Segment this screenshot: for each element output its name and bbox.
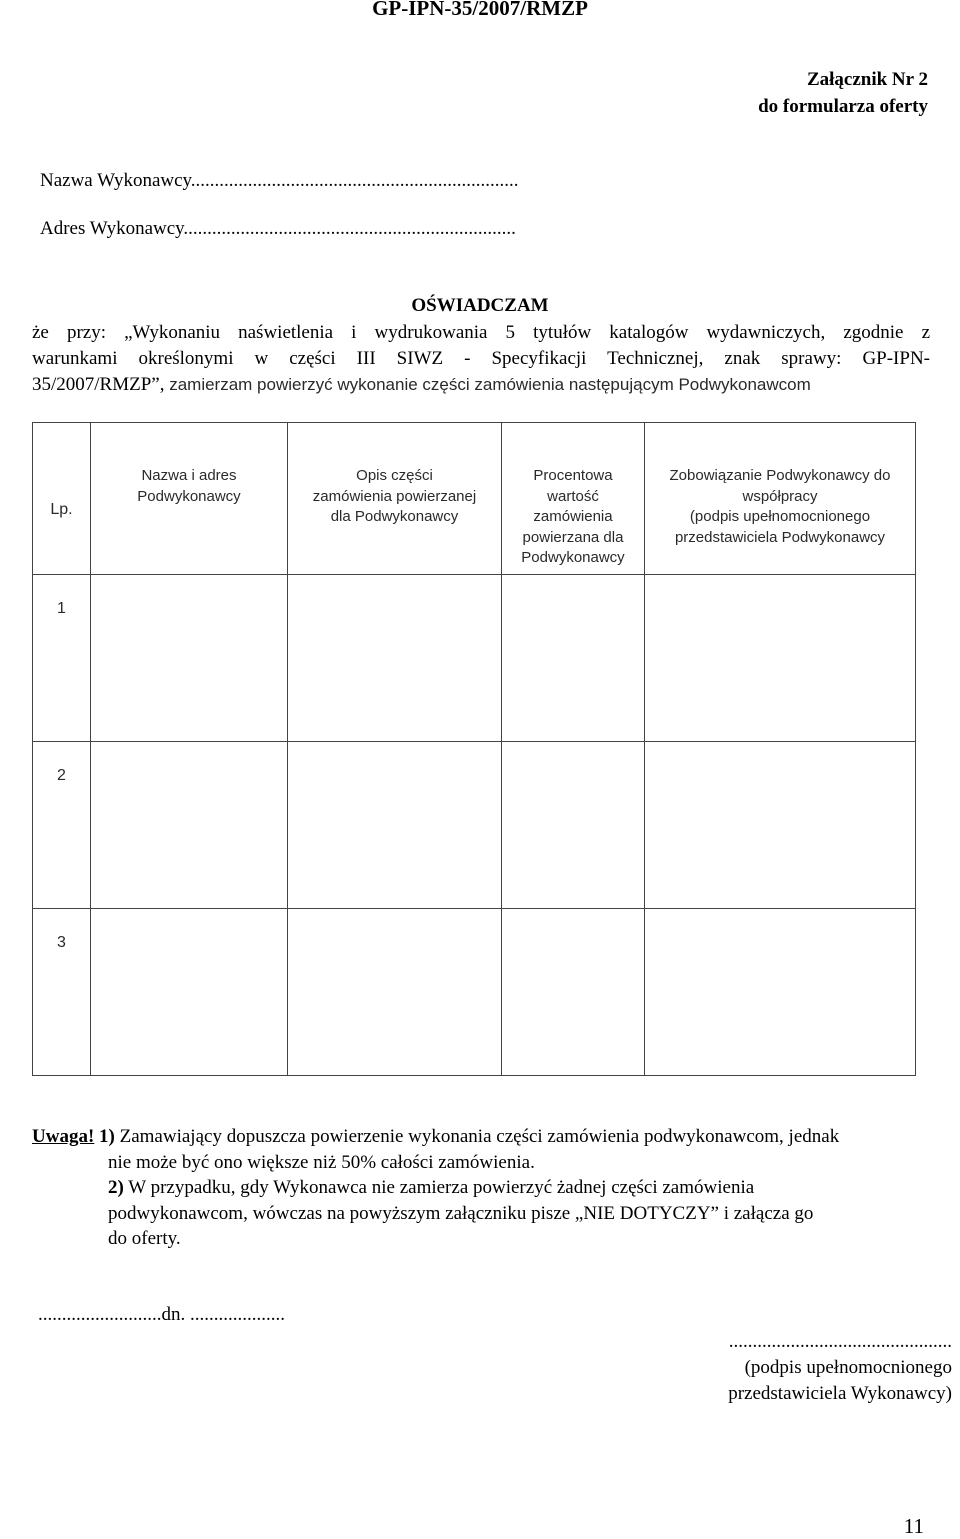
header-desc-l2: zamówienia powierzanej: [312, 487, 477, 505]
declaration-line-3: [32, 372, 930, 398]
signature-caption-2: przedstawiciela Wykonawcy): [728, 1383, 952, 1404]
table-row: [33, 909, 916, 1076]
subcontractor-table: [32, 422, 916, 1076]
header-desc-l1: Opis części: [356, 467, 433, 484]
header-commit-l4: przedstawiciela Podwykonawcy: [674, 528, 886, 546]
case-number: 35/2007/RMZP”,: [32, 374, 165, 395]
annex-label: [758, 66, 928, 120]
header-commit-l3: (podpis upełnomocnionego: [689, 508, 871, 525]
row-number-label: 3: [57, 934, 66, 951]
table-header-row: [33, 423, 916, 575]
note-2-marker: 2): [108, 1177, 124, 1198]
cell-description[interactable]: [288, 909, 502, 1076]
contractor-name-field: Nazwa Wykonawcy.....................................................................: [40, 170, 519, 191]
declaration-line-2: warunkami określonymi w części III SIWZ - Specyfikacji Technicznej, znak sprawy: GP-IPN-: [32, 348, 930, 369]
signature-block: [728, 1329, 952, 1407]
header-commit-l2: współpracy: [742, 487, 818, 505]
header-pct-l1: Procentowa: [533, 467, 613, 484]
header-commitment: [645, 423, 916, 575]
declaration-title: OŚWIADCZAM: [411, 295, 549, 316]
header-pct-l2: wartość: [547, 487, 599, 505]
header-lp-label: Lp.: [50, 501, 73, 519]
signature-caption-1: (podpis upełnomocnionego: [744, 1357, 952, 1378]
note-2-continuation-2: do oferty.: [108, 1228, 181, 1249]
note-1-marker: 1): [94, 1126, 115, 1147]
cell-name-address[interactable]: [91, 909, 288, 1076]
notes-section: [32, 1124, 952, 1252]
note-2-continuation-1: podwykonawcom, wówczas na powyższym załączniku pisze „NIE DOTYCZY” i załącza go: [108, 1202, 814, 1224]
header-desc-l3: dla Podwykonawcy: [330, 508, 459, 525]
header-commit-l1: Zobowiązanie Podwykonawcy do: [669, 467, 891, 484]
header-pct-l4: powierzana dla: [522, 528, 624, 546]
cell-percentage[interactable]: [502, 909, 645, 1076]
signature-line: ...............................................: [728, 1331, 952, 1352]
cell-description[interactable]: [288, 575, 502, 742]
header-lp: [33, 423, 91, 575]
header-description: [288, 423, 502, 575]
header-percentage: [502, 423, 645, 575]
note-2: [32, 1175, 952, 1201]
note-1: [32, 1124, 952, 1150]
header-name-l2: Podwykonawcy: [137, 487, 241, 505]
note-1-continuation: nie może być ono większe niż 50% całości zamówienia.: [108, 1151, 535, 1173]
header-pct-l5: Podwykonawcy: [521, 549, 625, 566]
uwaga-label: Uwaga!: [32, 1126, 95, 1147]
header-pct-l3: zamówienia: [533, 508, 613, 525]
table-row: [33, 575, 916, 742]
date-field: ..........................dn. ....................: [38, 1304, 285, 1325]
table-row: [33, 742, 916, 909]
declaration-line-1: że przy: „Wykonaniu naświetlenia i wydrukowania 5 tytułów katalogów wydawniczych, zgodnie z: [32, 322, 930, 343]
annex-number: Załącznik Nr 2: [806, 69, 928, 90]
cell-commitment[interactable]: [645, 909, 916, 1076]
cell-name-address[interactable]: [91, 742, 288, 909]
row-number-label: 1: [57, 600, 66, 617]
row-number-label: 2: [57, 767, 66, 784]
note-1-text: Zamawiający dopuszcza powierzenie wykonania części zamówienia podwykonawcom, jednak: [114, 1126, 840, 1147]
note-2-text: W przypadku, gdy Wykonawca nie zamierza powierzyć żadnej części zamówienia: [123, 1177, 755, 1198]
row-number: [33, 909, 91, 1076]
document-id: GP-IPN-35/2007/RMZP: [372, 0, 588, 20]
cell-percentage[interactable]: [502, 575, 645, 742]
header-name-l1: Nazwa i adres: [141, 467, 237, 484]
cell-commitment[interactable]: [645, 742, 916, 909]
row-number: [33, 742, 91, 909]
declaration-intent: zamierzam powierzyć wykonanie części zamówienia następującym Podwykonawcom: [164, 375, 811, 394]
cell-description[interactable]: [288, 742, 502, 909]
cell-name-address[interactable]: [91, 575, 288, 742]
contractor-address-field: Adres Wykonawcy......................................................................: [40, 218, 516, 239]
page-number: 11: [903, 1514, 924, 1538]
cell-commitment[interactable]: [645, 575, 916, 742]
annex-reference: do formularza oferty: [758, 96, 928, 117]
row-number: [33, 575, 91, 742]
header-name-address: [91, 423, 288, 575]
cell-percentage[interactable]: [502, 742, 645, 909]
